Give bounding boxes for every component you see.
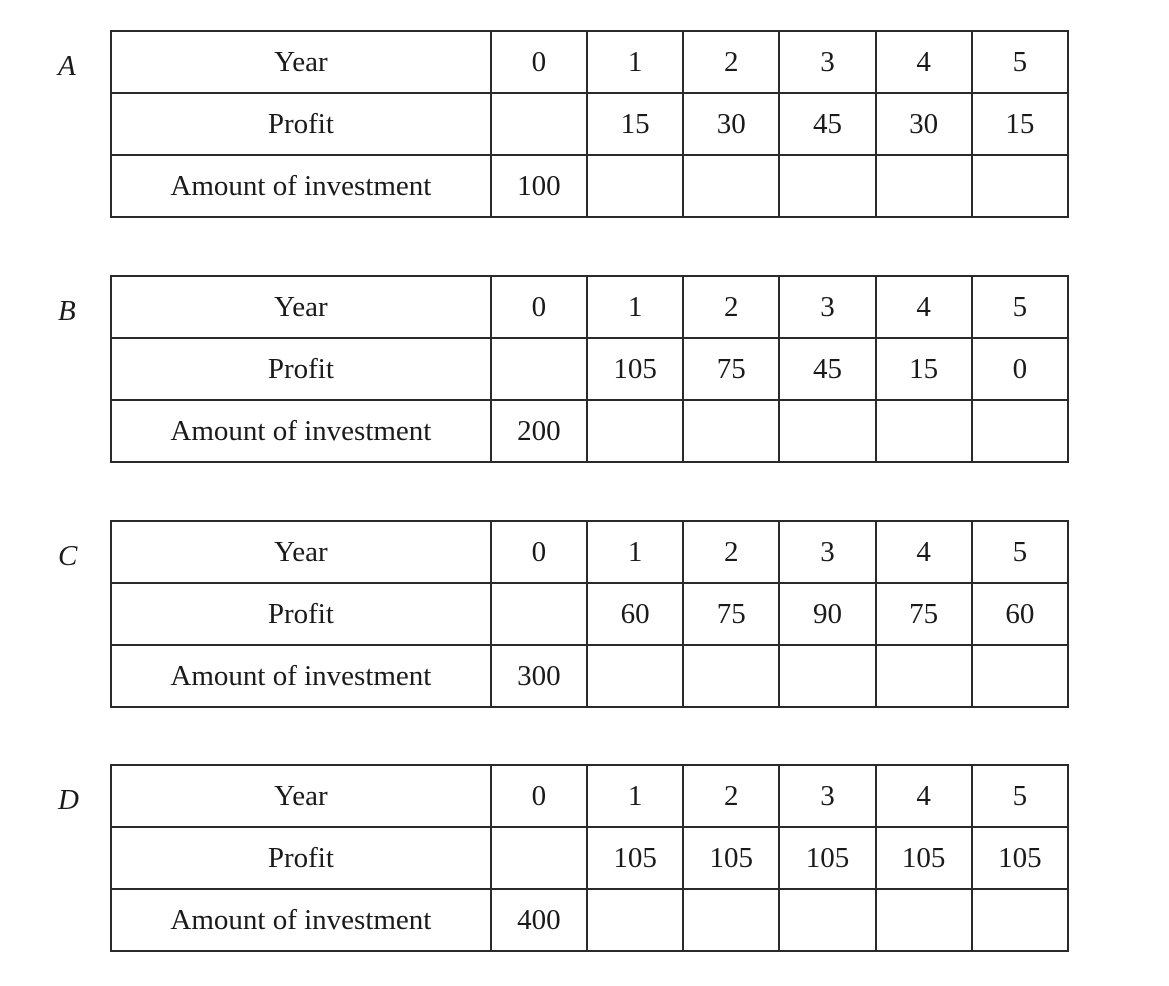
investment-cell: [779, 889, 875, 951]
row-label-investment: Amount of investment: [111, 155, 491, 217]
year-cell: 5: [972, 765, 1068, 827]
year-cell: 4: [876, 521, 972, 583]
investment-cell: [779, 155, 875, 217]
year-cell: 1: [587, 31, 683, 93]
year-cell: 5: [972, 276, 1068, 338]
profit-cell: 75: [876, 583, 972, 645]
profit-cell: [491, 93, 587, 155]
year-cell: 5: [972, 521, 1068, 583]
profit-cell: 30: [683, 93, 779, 155]
investment-table: [110, 30, 1069, 218]
investment-table: [110, 275, 1069, 463]
year-cell: 2: [683, 31, 779, 93]
year-cell: 4: [876, 276, 972, 338]
profit-cell: 60: [587, 583, 683, 645]
table-block-a: [0, 30, 1169, 224]
table-block-c: [0, 520, 1169, 714]
table-label: A: [58, 50, 76, 82]
profit-cell: 0: [972, 338, 1068, 400]
table-block-d: [0, 764, 1169, 958]
investment-cell: [972, 155, 1068, 217]
investment-cell: [683, 645, 779, 707]
profit-cell: 75: [683, 338, 779, 400]
year-cell: 4: [876, 31, 972, 93]
profit-cell: 45: [779, 338, 875, 400]
row-label-profit: Profit: [111, 827, 491, 889]
profit-cell: 45: [779, 93, 875, 155]
investment-cell: [876, 155, 972, 217]
investment-cell: [779, 645, 875, 707]
row-label-profit: Profit: [111, 93, 491, 155]
investment-cell: 300: [491, 645, 587, 707]
investment-cell: [587, 645, 683, 707]
profit-cell: 15: [876, 338, 972, 400]
year-cell: 3: [779, 276, 875, 338]
profit-cell: 90: [779, 583, 875, 645]
investment-cell: [876, 889, 972, 951]
profit-cell: 75: [683, 583, 779, 645]
profit-cell: 105: [683, 827, 779, 889]
row-label-profit: Profit: [111, 338, 491, 400]
row-label-profit: Profit: [111, 583, 491, 645]
investment-cell: [587, 155, 683, 217]
year-cell: 1: [587, 765, 683, 827]
profit-row: [111, 93, 1068, 155]
investment-row: [111, 400, 1068, 462]
year-cell: 0: [491, 276, 587, 338]
investment-cell: [587, 889, 683, 951]
investment-cell: [972, 645, 1068, 707]
investment-table: [110, 520, 1069, 708]
year-row: [111, 765, 1068, 827]
year-cell: 3: [779, 521, 875, 583]
row-label-year: Year: [111, 31, 491, 93]
table-label: B: [58, 295, 76, 327]
row-label-investment: Amount of investment: [111, 400, 491, 462]
table-block-b: [0, 275, 1169, 469]
profit-cell: 15: [587, 93, 683, 155]
year-cell: 0: [491, 521, 587, 583]
investment-cell: [683, 889, 779, 951]
row-label-investment: Amount of investment: [111, 889, 491, 951]
year-cell: 1: [587, 521, 683, 583]
year-cell: 2: [683, 765, 779, 827]
profit-cell: [491, 583, 587, 645]
investment-cell: [683, 400, 779, 462]
investment-cell: 400: [491, 889, 587, 951]
profit-cell: 30: [876, 93, 972, 155]
year-cell: 5: [972, 31, 1068, 93]
year-cell: 3: [779, 31, 875, 93]
year-cell: 2: [683, 521, 779, 583]
profit-cell: 105: [972, 827, 1068, 889]
investment-cell: [876, 645, 972, 707]
profit-cell: 60: [972, 583, 1068, 645]
table-label: D: [58, 784, 79, 816]
profit-cell: [491, 338, 587, 400]
profit-cell: [491, 827, 587, 889]
year-cell: 3: [779, 765, 875, 827]
investment-row: [111, 645, 1068, 707]
year-cell: 2: [683, 276, 779, 338]
row-label-year: Year: [111, 521, 491, 583]
profit-cell: 15: [972, 93, 1068, 155]
investment-cell: 100: [491, 155, 587, 217]
row-label-year: Year: [111, 276, 491, 338]
year-cell: 1: [587, 276, 683, 338]
profit-cell: 105: [779, 827, 875, 889]
profit-cell: 105: [587, 827, 683, 889]
profit-cell: 105: [587, 338, 683, 400]
investment-cell: [972, 400, 1068, 462]
investment-cell: [972, 889, 1068, 951]
investment-row: [111, 155, 1068, 217]
profit-row: [111, 338, 1068, 400]
row-label-investment: Amount of investment: [111, 645, 491, 707]
year-cell: 0: [491, 31, 587, 93]
investment-table: [110, 764, 1069, 952]
profit-row: [111, 583, 1068, 645]
profit-row: [111, 827, 1068, 889]
investment-cell: [876, 400, 972, 462]
year-row: [111, 31, 1068, 93]
investment-cell: 200: [491, 400, 587, 462]
year-row: [111, 521, 1068, 583]
investment-cell: [779, 400, 875, 462]
row-label-year: Year: [111, 765, 491, 827]
investment-row: [111, 889, 1068, 951]
profit-cell: 105: [876, 827, 972, 889]
year-cell: 0: [491, 765, 587, 827]
investment-cell: [587, 400, 683, 462]
table-label: C: [58, 540, 78, 572]
year-cell: 4: [876, 765, 972, 827]
year-row: [111, 276, 1068, 338]
investment-cell: [683, 155, 779, 217]
